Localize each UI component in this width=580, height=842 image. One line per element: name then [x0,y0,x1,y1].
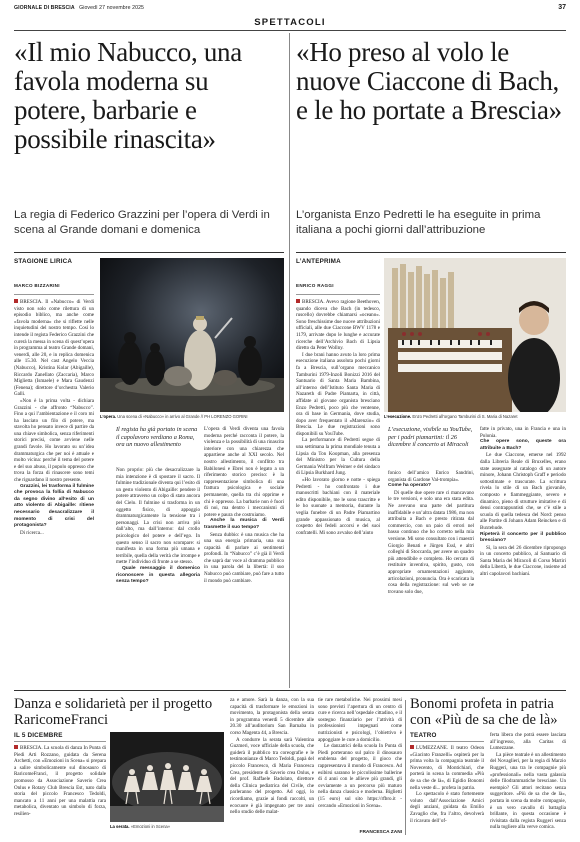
byline-rule [14,294,94,295]
organist-photo [384,258,566,412]
left-pull-quote: Il regista ha già portato in scena il capolavoro verdiano a Roma, ora un nuovo allestimento [116,426,198,448]
left-rule [14,252,284,253]
opera-scene-image [100,258,284,412]
danza-col3-p2: Le danzatrici della scuola In Punta di Piedi porteranno sul palco il dinosauro emblema del progetto, il gioco che rappresentava il mondo di Francesco. Ad esibirsi saranno le piccolissime ballerine di 4 anni con le allieve più grandi, gli ovviamente a un percorso più maturo nella danza classica e moderna. Biglietti (15 euro) sul sito https://rfbro.it - cercando «Emozioni in Scena». [318,743,402,809]
danza-col1-p1: BRESCIA. La scuola di danza In Punta di Piedi Arti Rozzano, guidata da Serena Archetti, con «Emozioni in Scena» si prepara a salire simbolicamente sul dinosauro di RaricomeFranci, il progetto solidale promosso da Associazione Saverio Crea Onlus e Rotary Club Brescia Est, nato dalla storia del piccolo Francesco Tedoldi, mancato a 11 anni per una malattia rara metabolica, diventato un simbolo di forza, resilien- [14,745,106,817]
bonomi-col2-p1: ferta libera che potrà essere lasciata all’ingresso, alla Caritas di Lumezzane. [490,732,566,752]
right-column-3 [480,426,566,679]
left-question-1: Grazzini, lei trasforma il fulmine che provoca la follia di Nabucco da segno divino all’esito di un atto violento di Abigaille: ritiene necessario desacralizzare il momento di crisi del protagonista? [14,483,94,529]
bullet-icon [410,745,414,749]
right-question-3: Ripeterà il concerto per il pubblico bresciano? [480,531,566,544]
danza-column-2 [230,697,314,837]
danza-signature: FRANCESCA ZANI [359,830,402,835]
right-col3-p1: fatte in privato, una in Francia e una in Polonia. [480,426,566,439]
right-col3-p3: Sì, la sera del 26 dicembre ripropongo in un concerto pubblico, al Santuario di Santa Maria dei Miracoli di Corso Martiri della Libertà, le due Ciaccone, insieme ad altri capolavori bachiani. [480,544,566,578]
right-byline: ENRICO RAGGI [296,283,334,288]
left-col3-p2: Senza dubbio: è una musica che ha una sua energia primaria, una sua capacità di parlare ai sentimenti profondi. In “Nabucco” c’è già il Verdi che saprà dar voce al dramma pubblico in una parola del la libertà: il suo Nabucco può cambiare, può fare a tutto il mondo può cambiare. [204,531,284,584]
right-col2-p1: fonico dell’amico Enrico Sandrini, organista di Gardone Val-trompia». [388,470,474,483]
right-question-2: Che opere sono, queste ora attribuite a Bach? [480,439,566,451]
left-col3-p1: L’opera di Verdi diventa una favola moderna perché racconta il potere, la violenza e la possibilità di una rinascita interiore con una chiarezza che appartiene anche al XXI secolo. Nel nostro allestimento, il conflitto tra Babilonesi e Ebrei non è legato a un riferimento storico preciso: è la rappresentazione simbolica di una frattura psicologica e sociale permanente, quella tra chi opprime e chi è oppresso. La barbarie non è fuori di noi, ma dentro i meccanismi di potere e paura che costruiamo. [204,426,284,518]
bonomi-column-1 [410,745,484,837]
right-col1-p3: La performance di Pedretti segue di una settimana la prima mondiale tenuta a Lipsia da Ton Koopman, alla presenza del Ministro per la Cultura della Germania Wolfram Weimer e del sindaco di Lipsia Burkhard Jung. [296,437,380,477]
section-title: SPETTACOLI [254,17,326,28]
right-column-2 [388,470,474,679]
right-headline: «Ho preso al volo le nuove Ciaccone di Bach, e le ho portate a Brescia» [296,37,562,125]
right-kicker: L’ANTEPRIMA [296,258,341,265]
left-question-3: Anche la musica di Verdi trasmette il suo tempo? [204,518,284,530]
left-col1-answer: Di ricerca... [20,529,44,536]
left-column-2 [116,467,200,679]
left-column-1 [14,299,94,679]
right-question-1: Come ha operato? [388,483,431,489]
opera-photo [100,258,284,412]
left-byline: MARCO BIZZARINI [14,283,60,288]
left-col2-p1: Non proprio: più che desacralizzare la mia intenzione è di spostare il sacro. Il fulmine tradizionale diventa qui l’esito di un gesto violento di Abigaille: pendere il potere attraverso un colpo di stato ancora del Cielo. Il fulmine si trasforma in un oggetto fisico, di appoggio drammaturgicamente la tensione tra i personaggi. La crisi non arriva più dall’alto, ma dall’interno: dal crollo psicologico del potere e dell’ego. In questo senso il sacro non scompare: si manifesta in una forma più umana e terribile, quella della verità che irrompe e mette l’individuo di fronte a se stesso. [116,467,200,566]
page-number: 37 [558,4,566,11]
dance-photo [110,732,224,822]
left-kicker: STAGIONE LIRICA [14,258,73,265]
danza-col3-p1: tie rare metaboliche. Nei prossimi mesi sono previsti l’apertura di un centro di cure e ricerca nell’ospedale cittadino, e il sostegno finanziario per l’attività di professionisti impegnati come nutrizionisti e psicologi, l’obiettivo è appoggiare le cure a domicilio. [318,697,402,743]
bonomi-col2-p2: La pièce teatrale è un allestimento del Novaglieri, per la regia di Marzio Ruggeri, una tra le compagnie più «professionali» nella vasta galassia delle filodrammatiche bresciane. Un esempio? Gli attori recitano senza suggeritore. «Più de sa che de là», portata in scena da molte compagnie, è un vero cavallo di battaglia brillante, in questa occasione è rivisitata dalla regista Ruggeri senza nulla togliere alla verve comica. [490,751,566,831]
right-pull-quote: L’esecuzione, visibile su YouTube, per i padri piamartini: il 26 dicembre il concerto ai Miracoli [388,426,473,448]
right-deck: L’organista Enzo Pedretti le ha eseguite in prima italiana a pochi giorni dall’attribuzione [296,209,541,236]
caption-label: La serata. [110,824,130,829]
right-rule [296,252,566,253]
danza-col2-p2: A condurre la serata sarà Valentina Guzmeri, voce ufficiale della scuola, che guiderà il pubblico tra coreografie e le testimonianze di Marco Tedoldi, papà del piccolo Francesco, di Maria Francesca Crea, presidente di Saverio crea Onlus, e del prof. Raffaele Badolato, direttore della Clinica pediatrica del Civile, che parleranno del progetto. Ad oggi, lo ricordiamo, grazie ai fondi raccolti, un ecocuore è già impegnato per tre anni nello studio delle malat- [230,736,314,816]
bottom-section-rule [14,690,566,691]
right-col1-p1: BRESCIA. Avevo ragione Beethoven, quando diceva che Bach (in tedesco, ruscello) dovrebbe chiamarsi «oceano». Sono freschissime due nuove attribuzioni ufficiali, alle due Ciaccone BWV 1178 e 1179, arrivate dopo le lunghe e accurate ricerche dell’Archivio Bach di Lipsia diretto da Peter Wollny. [296,299,380,352]
paper-name: GIORNALE DI BRESCIA [14,5,75,11]
top-rule [14,30,566,31]
danza-col2-p1: za e amore. Sarà la danza, con la sua capacità di trasformare le emozioni in movimento, la protagonista della serata in programma venerdì 5 dicembre alle 20.30 all’auditorium San Barnaba in corso Magenta 44, a Brescia. [230,697,314,736]
dance-image [110,732,224,822]
organ-image [384,258,566,412]
right-column-1 [296,299,380,679]
left-col1-p1: BRESCIA. Il «Nabucco» di Verdi visto non solo come rilettura di un episodio biblico, ma anche come «favola moderna» che si riflette nelle inquietudini del nostro tempo. Così lo intende il regista Federico Grazzini che curerà la messa in scena di quest’opera in programma al teatro Grande domani, venerdì, alle 20, e in replica domenica alle 15.30. Nel cast Angelo Veccia (Nabucco), Kristina Kolar (Abigaille), Riccardo Zanellato (Zaccaria), Marco Miglietta (Ismaele) e Mara Gaudenzi (Fenena); direttore d’orchestra Valerio Galli. [14,299,94,398]
caption-label: L’opera. [100,414,117,419]
bonomi-col1-p1: LUMEZZANE. Il teatro Odeon «Giacinto Franzelli» ospiterà per la prima volta la compagnia teatrale il Novecento, di Montichiari, che porterà in scena la commedia «Più de sa che de là», di Egidio Bonomi nella veste di... profeta in patria. [410,745,484,791]
caption-text: Enzo Pedretti all’organo Tamburini di S. Maria di Nazaret [412,414,518,419]
opera-photo-caption [100,414,284,419]
right-byline-rule [296,294,380,295]
left-deck: La regia di Federico Grazzini per l’opera di Verdi in scena al Grande domani e domenica [14,209,270,236]
right-col3-p2: Le due Ciaccone, emerse nel 1992 dalla Libreria Reale di Bruxelles, erano state assegnate al catalogo di un autore minore, Johann Christoph Graff e periodo sottostimate e trascurate. La scrittura rivela lo stile di un Bach giovanile, composto e fiammeggiante, severo e dinamico, pieno di strutture imitative e di densi contrappuntisti che, se c’è stile a scuola di quella tedesca del Nord: penso alle Partite di Johann Adam Reincken e di Buxtehude. [480,452,566,531]
danza-headline: Danza e solidarietà per il progetto RaricomeFranci [14,696,213,728]
bonomi-kicker: TEATRO [410,732,437,739]
issue-date: Giovedì 27 novembre 2025 [79,5,145,11]
danza-column-3 [318,697,402,829]
bonomi-column-2 [490,732,566,837]
danza-rule [14,741,106,742]
right-col1-p2: I due brani hanno avuto la loro prima esecuzione italiana assoluta pochi giorni fa a Brescia, sull’organo meccanico Tamburini 1979-Inzoli Bonizzi 2016 del Santuario di Santa Maria Bambina, all’interno dell’Istituto Santa Maria di Nazareth di Padre Piamarta, in città, affidate al giovane organista bresciano Enzo Pedretti, poco più che ventenne, ora di base in Germania, dove studia, dopo aver frequentato il «Marenzio» di Brescia. Le due registrazioni sono disponibili su YouTube. [296,351,380,437]
bullet-icon [14,745,18,749]
left-question-2: Quale messaggio il domenico riconoscere in questa allegoria senza tempo? [116,565,200,585]
left-headline: «Il mio Nabucco, una favola moderna su potere, barbarie e possibile rinascita» [14,37,242,154]
column-divider [289,33,290,688]
right-col2-p2: Di quelle due opere rare ci mancavano le tre versioni, e solo una era stata edita. Ne avevano una parte del partitura inaffidabile e un’altra datata 1986, ma non attribuita a Bach e presto ritirata dal commercio, con un paio di errori nel basso continuo che ho corretto nella mia versione. Mi sono consultato con i maestri Giorgio Benati e Jürgen Essl, e altri colleghi di Stoccarda, per avere un quadro più attendibile e completo. Ho cercato di restituire inventiva, spirito, gusto, con appropriate ornamentazioni aggiunte, articolazioni, pronuncia. Ora è scaricata la cosa della registrazione: sul web se ne trovano solo due, [388,489,474,595]
organist-photo-caption [384,414,566,419]
bottom-column-divider [405,700,406,835]
caption-label: L’esecuzione. [384,414,412,419]
caption-text: Una scena di «Nabucco» in arrivo al Grande // PH LORENZO GORINI [117,414,248,419]
danza-column-1 [14,745,106,837]
right-col1-p4: «Ho lavorato giorno e notte - spiega Pedretti - ho confrontato i due manoscritti bachiani con il materiale edito disponibile, me le sono trascritte e le ho suonate a memoria, durante la veglia funebre di un Padre Piamartino grande appassionato di musica, al cospetto dei fedeli accorsi e del suoi confratelli. Mi sono avvalso dell’aiuto [296,477,380,536]
left-col1-p2: «Non è la prima volta - dichiara Grazzini - che affronto “Nabucco”. Fino a qui l’ambientazione e il coro mi ha lasciato un filo di potere, ma stavolta ho pensato invece di partire da una chiave simbolica, senza riferimenti storici precisi, come avviene nelle grandi favole. Ho lavorato su un’idea drammaturgica che per noi è attuale e molto vicina: perché il tema del potere e del suo abuso, il popolo oppresso che trova la forza di rinascere sono temi che riguardano il nostro presente. [14,397,94,484]
caption-text: «Emozioni in Scena» [130,824,171,829]
bonomi-col1-p2: Lo spettacolo è stato fortemente voluto dall’Associazione Amici degli anziani, guidata da Emilio Zavaglio che, fra l’altro, devolverà il ricavato dell’of- [410,791,484,824]
danza-kicker: IL 5 DICEMBRE [14,732,63,739]
left-column-3 [204,426,284,679]
bonomi-rule [410,741,484,742]
dance-photo-caption [110,824,224,829]
bullet-icon [14,299,18,303]
masthead [14,5,144,11]
bonomi-headline: Bonomi profeta in patria con «Più de sa che de là» [410,696,558,728]
bullet-icon [296,299,300,303]
